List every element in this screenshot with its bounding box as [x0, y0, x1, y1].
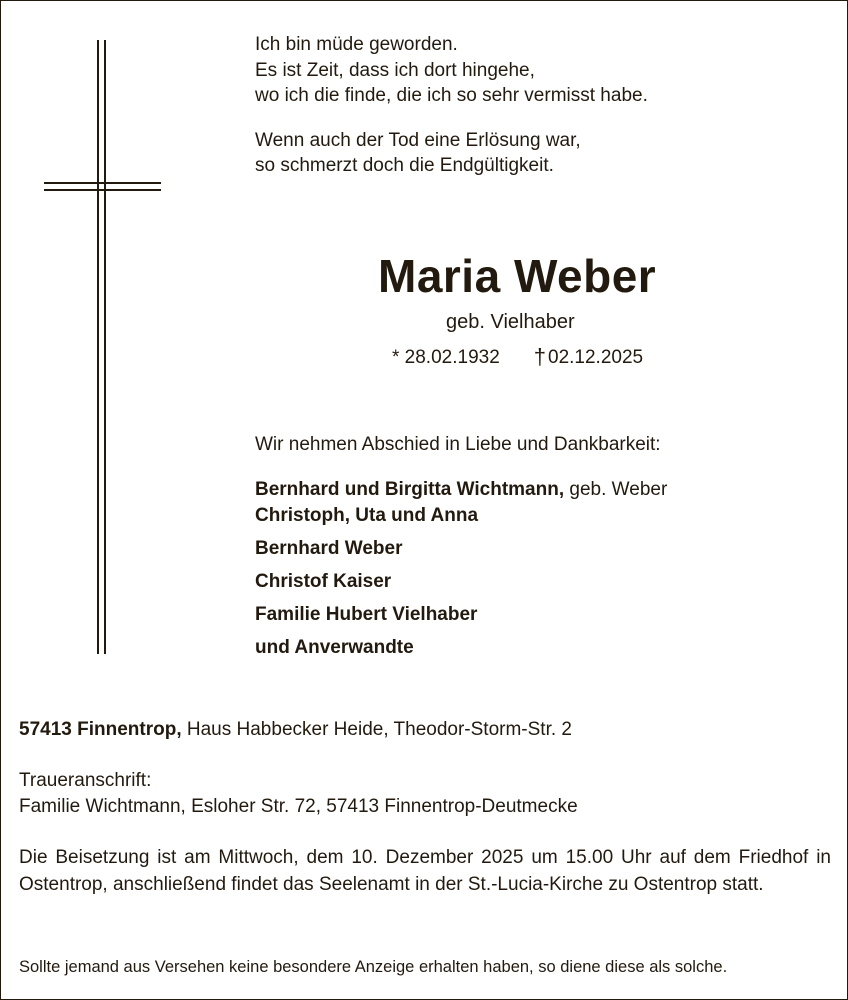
contact-label: Traueranschrift:: [19, 770, 152, 791]
mourners-list: [255, 477, 667, 661]
life-dates: [392, 345, 643, 371]
mourner-names: Bernhard und Birgitta Wichtmann,: [255, 479, 565, 500]
poem: [255, 32, 648, 179]
death-date-group: [533, 344, 644, 369]
mourner-line: Christoph, Uta und Anna: [255, 505, 479, 526]
mourning-address: [19, 718, 572, 742]
mourner-line: Bernhard Weber: [255, 538, 403, 559]
mourner-line: Familie Hubert Vielhaber: [255, 604, 478, 625]
mourner-note: geb. Weber: [564, 479, 668, 500]
poem-line: Wenn auch der Tod eine Erlösung war,: [255, 129, 581, 151]
death-date: 02.12.2025: [548, 347, 644, 368]
dagger-icon: †: [533, 344, 547, 369]
poem-line: Ich bin müde geworden.: [255, 34, 458, 55]
poem-line: Es ist Zeit, dass ich dort hingehe,: [255, 59, 535, 81]
mourner-line: und Anverwandte: [255, 637, 414, 658]
address-city: 57413 Finnentrop,: [19, 719, 182, 740]
maiden-name: geb. Vielhaber: [446, 311, 575, 333]
deceased-name: Maria Weber: [378, 250, 657, 302]
mourner-line: Christof Kaiser: [255, 571, 392, 592]
footer-notice: Sollte jemand aus Versehen keine besondere Anzeige erhalten haben, so diene diese als solche.: [19, 958, 728, 976]
birth-date: * 28.02.1932: [392, 347, 500, 368]
address-detail: Haus Habbecker Heide, Theodor-Storm-Str. 2: [181, 719, 572, 740]
poem-line: so schmerzt doch die Endgültigkeit.: [255, 155, 554, 176]
funeral-info: Die Beisetzung ist am Mittwoch, dem 10. Dezember 2025 um 15.00 Uhr auf dem Friedhof in Ostentrop, anschließend findet das Seelenamt in der St.-Lucia-Kirche zu Ostentrop statt.: [19, 847, 831, 895]
contact-value: Familie Wichtmann, Esloher Str. 72, 57413 Finnentrop-Deutmecke: [19, 796, 578, 817]
contact-address: [19, 768, 578, 820]
poem-line: wo ich die finde, die ich so sehr vermisst habe.: [255, 85, 648, 106]
farewell-text: Wir nehmen Abschied in Liebe und Dankbarkeit:: [255, 434, 661, 455]
mourner-line: [255, 477, 667, 503]
